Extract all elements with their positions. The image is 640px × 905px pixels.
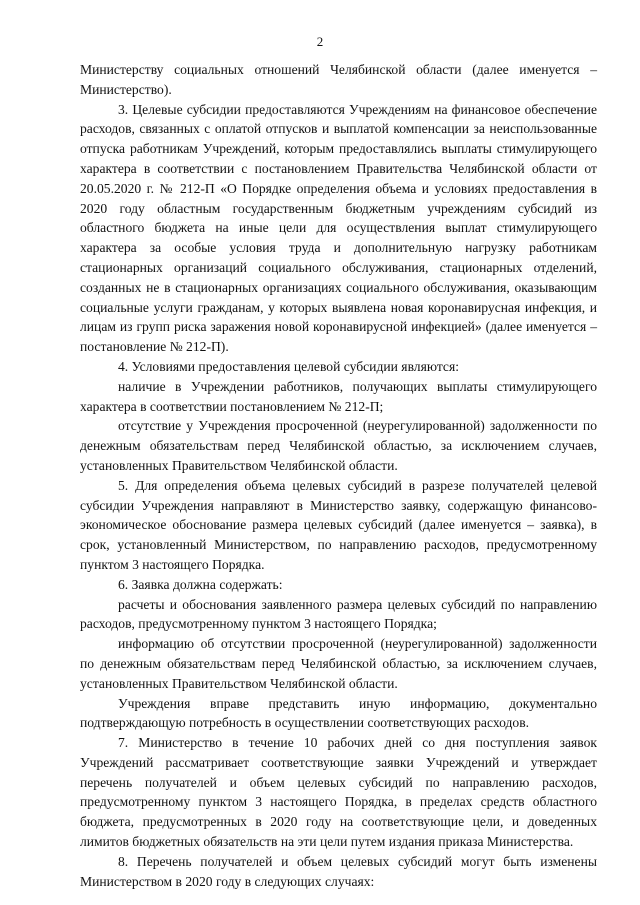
paragraph-continuation: Министерству социальных отношений Челябинской области (далее именуется – Министерство).	[80, 62, 597, 97]
paragraph-item-4: 4. Условиями предоставления целевой субсидии являются:	[118, 358, 459, 374]
paragraph-item-7: 7. Министерство в течение 10 рабочих дней со дня поступления заявок Учреждений рассматривает соответствующие заявки Учреждений и утверждает перечень получателей и объем целевых субсидий по направлению расходов, предусмотренному пунктом 3 настоящего Порядка, в пределах средств областного бюджета, предусмотренных в 2020 году на соответствующие цели, и доведенных лимитов бюджетных обязательств на эти цели путем издания приказа Министерства.	[80, 735, 597, 850]
paragraph-item-8: 8. Перечень получателей и объем целевых субсидий могут быть изменены Министерством в 2020 году в следующих случаях:	[80, 853, 597, 889]
paragraph-additional-info: Учреждения вправе представить иную информацию, документально подтверждающую потребность в осуществлении соответствующих расходов.	[80, 695, 597, 731]
paragraph-item-5: 5. Для определения объема целевых субсидий в разрезе получателей целевой субсидии Учреждения направляют в Министерство заявку, содержащую финансово-экономическое обоснование размера целевых субсидий (далее именуется – заявка), в срок, установленный Министерством, по направлению расходов, предусмотренному пунктом 3 настоящего Порядка.	[80, 477, 597, 572]
paragraph-item-3: 3. Целевые субсидии предоставляются Учреждениям на финансовое обеспечение расходов, связанных с оплатой отпусков и выплатой компенсации за неиспользованные отпуска работникам Учреждений, которым предоставлялись выплаты стимулирующего характера в соответствии с постановлением Правительства Челябинской области от 20.05.2020 г. № 212-П «О Порядке определения объема и условиях предоставления в 2020 году областным государственным бюджетным учреждениям субсидий из областного бюджета на иные цели для осуществления выплат стимулирующего характера за особые условия труда и дополнительную нагрузку работникам стационарных организаций социального обслуживания, стационарных отделений, созданных не в стационарных организациях социального обслуживания, оказывающим социальные услуги гражданам, у которых выявлена новая коронавирусная инфекция, и лицам из групп риска заражения новой коронавирусной инфекцией» (далее именуется – постановление № 212-П).	[80, 101, 597, 355]
document-body	[80, 60, 597, 891]
paragraph-condition-staff: наличие в Учреждении работников, получающих выплаты стимулирующего характера в соответствии постановлением № 212-П;	[80, 378, 597, 414]
paragraph-requirement-calculations: расчеты и обоснования заявленного размера целевых субсидий по направлению расходов, предусмотренному пунктом 3 настоящего Порядка;	[80, 596, 597, 632]
paragraph-condition-debt: отсутствие у Учреждения просроченной (неурегулированной) задолженности по денежным обязательствам перед Челябинской областью, за исключением случаев, установленных Правительством Челябинской области.	[80, 418, 597, 473]
paragraph-requirement-debt-info: информацию об отсутствии просроченной (неурегулированной) задолженности по денежным обязательствам перед Челябинской областью, за исключением случаев, установленных Правительством Челябинской области.	[80, 636, 597, 691]
page-number: 2	[316, 34, 324, 49]
paragraph-item-6: 6. Заявка должна содержать:	[118, 576, 283, 592]
